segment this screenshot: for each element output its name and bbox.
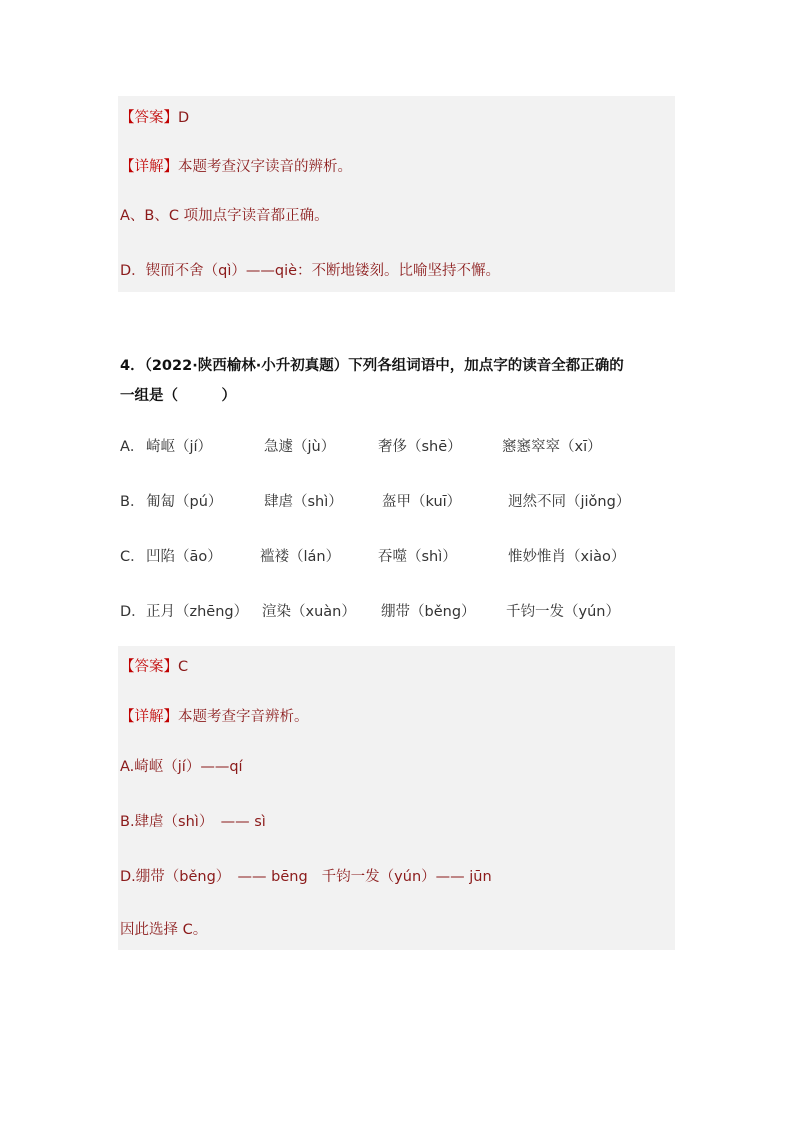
explanation-d-part-2: 千钧一发（yún）—— jūn [321,869,492,885]
option-item: 崎岖（jí） [146,439,213,455]
answer-line-1 [120,108,680,128]
question-4-stem-line-1: 4．（2022·陕西榆林·小升初真题）下列各组词语中，加点字的读音全都正确的 [120,358,624,374]
option-item: 盔甲（kuī） [382,494,462,510]
answer-value: D [178,110,190,126]
detail-label: 【详解】 [120,159,178,175]
conclusion-line: 因此选择 C。 [120,922,208,938]
detail-text: 本题考查字音辨析。 [178,709,309,725]
option-item: 迥然不同（jiǒng） [508,494,631,510]
detail-label: 【详解】 [120,709,178,725]
explanation-line-d [120,867,680,887]
option-item: 渲染（xuàn） [262,604,356,620]
answer-line-2 [120,657,680,677]
detail-line-2 [120,707,680,727]
option-item: 千钧一发（yún） [506,604,620,620]
explanation-line-a: A、B、C 项加点字读音都正确。 [120,208,329,224]
option-item: 惟妙惟肖（xiào） [508,549,626,565]
option-item: 急遽（jù） [264,439,336,455]
answer-label: 【答案】 [120,659,178,675]
explanation-line-d: D．锲而不舍（qì）——qiè：不断地镂刻。比喻坚持不懈。 [120,263,501,279]
answer-value: C [178,659,189,675]
option-item: 匍匐（pú） [146,494,223,510]
option-label: C． [120,549,145,565]
explanation-d-part-1: D.绷带（běng） —— bēng [120,869,308,885]
option-label: A． [120,439,145,455]
detail-line-1 [120,157,680,177]
option-item: 吞噬（shì） [378,549,457,565]
option-item: 窸窸窣窣（xī） [502,439,602,455]
question-4-stem-line-2: 一组是（ ） [120,388,236,404]
option-item: 正月（zhēng） [146,604,249,620]
detail-text: 本题考查汉字读音的辨析。 [178,159,352,175]
option-item: 褴褛（lán） [260,549,341,565]
answer-block-2 [118,646,675,950]
explanation-line-b: B.肆虐（shì） —— sì [120,814,266,830]
answer-label: 【答案】 [120,110,178,126]
option-item: 绷带（běng） [381,604,476,620]
option-label: D． [120,604,146,620]
option-item: 凹陷（āo） [146,549,222,565]
option-label: B． [120,494,145,510]
explanation-line-a: A.崎岖（jí）——qí [120,759,243,775]
option-item: 肆虐（shì） [264,494,343,510]
option-item: 奢侈（shē） [378,439,462,455]
